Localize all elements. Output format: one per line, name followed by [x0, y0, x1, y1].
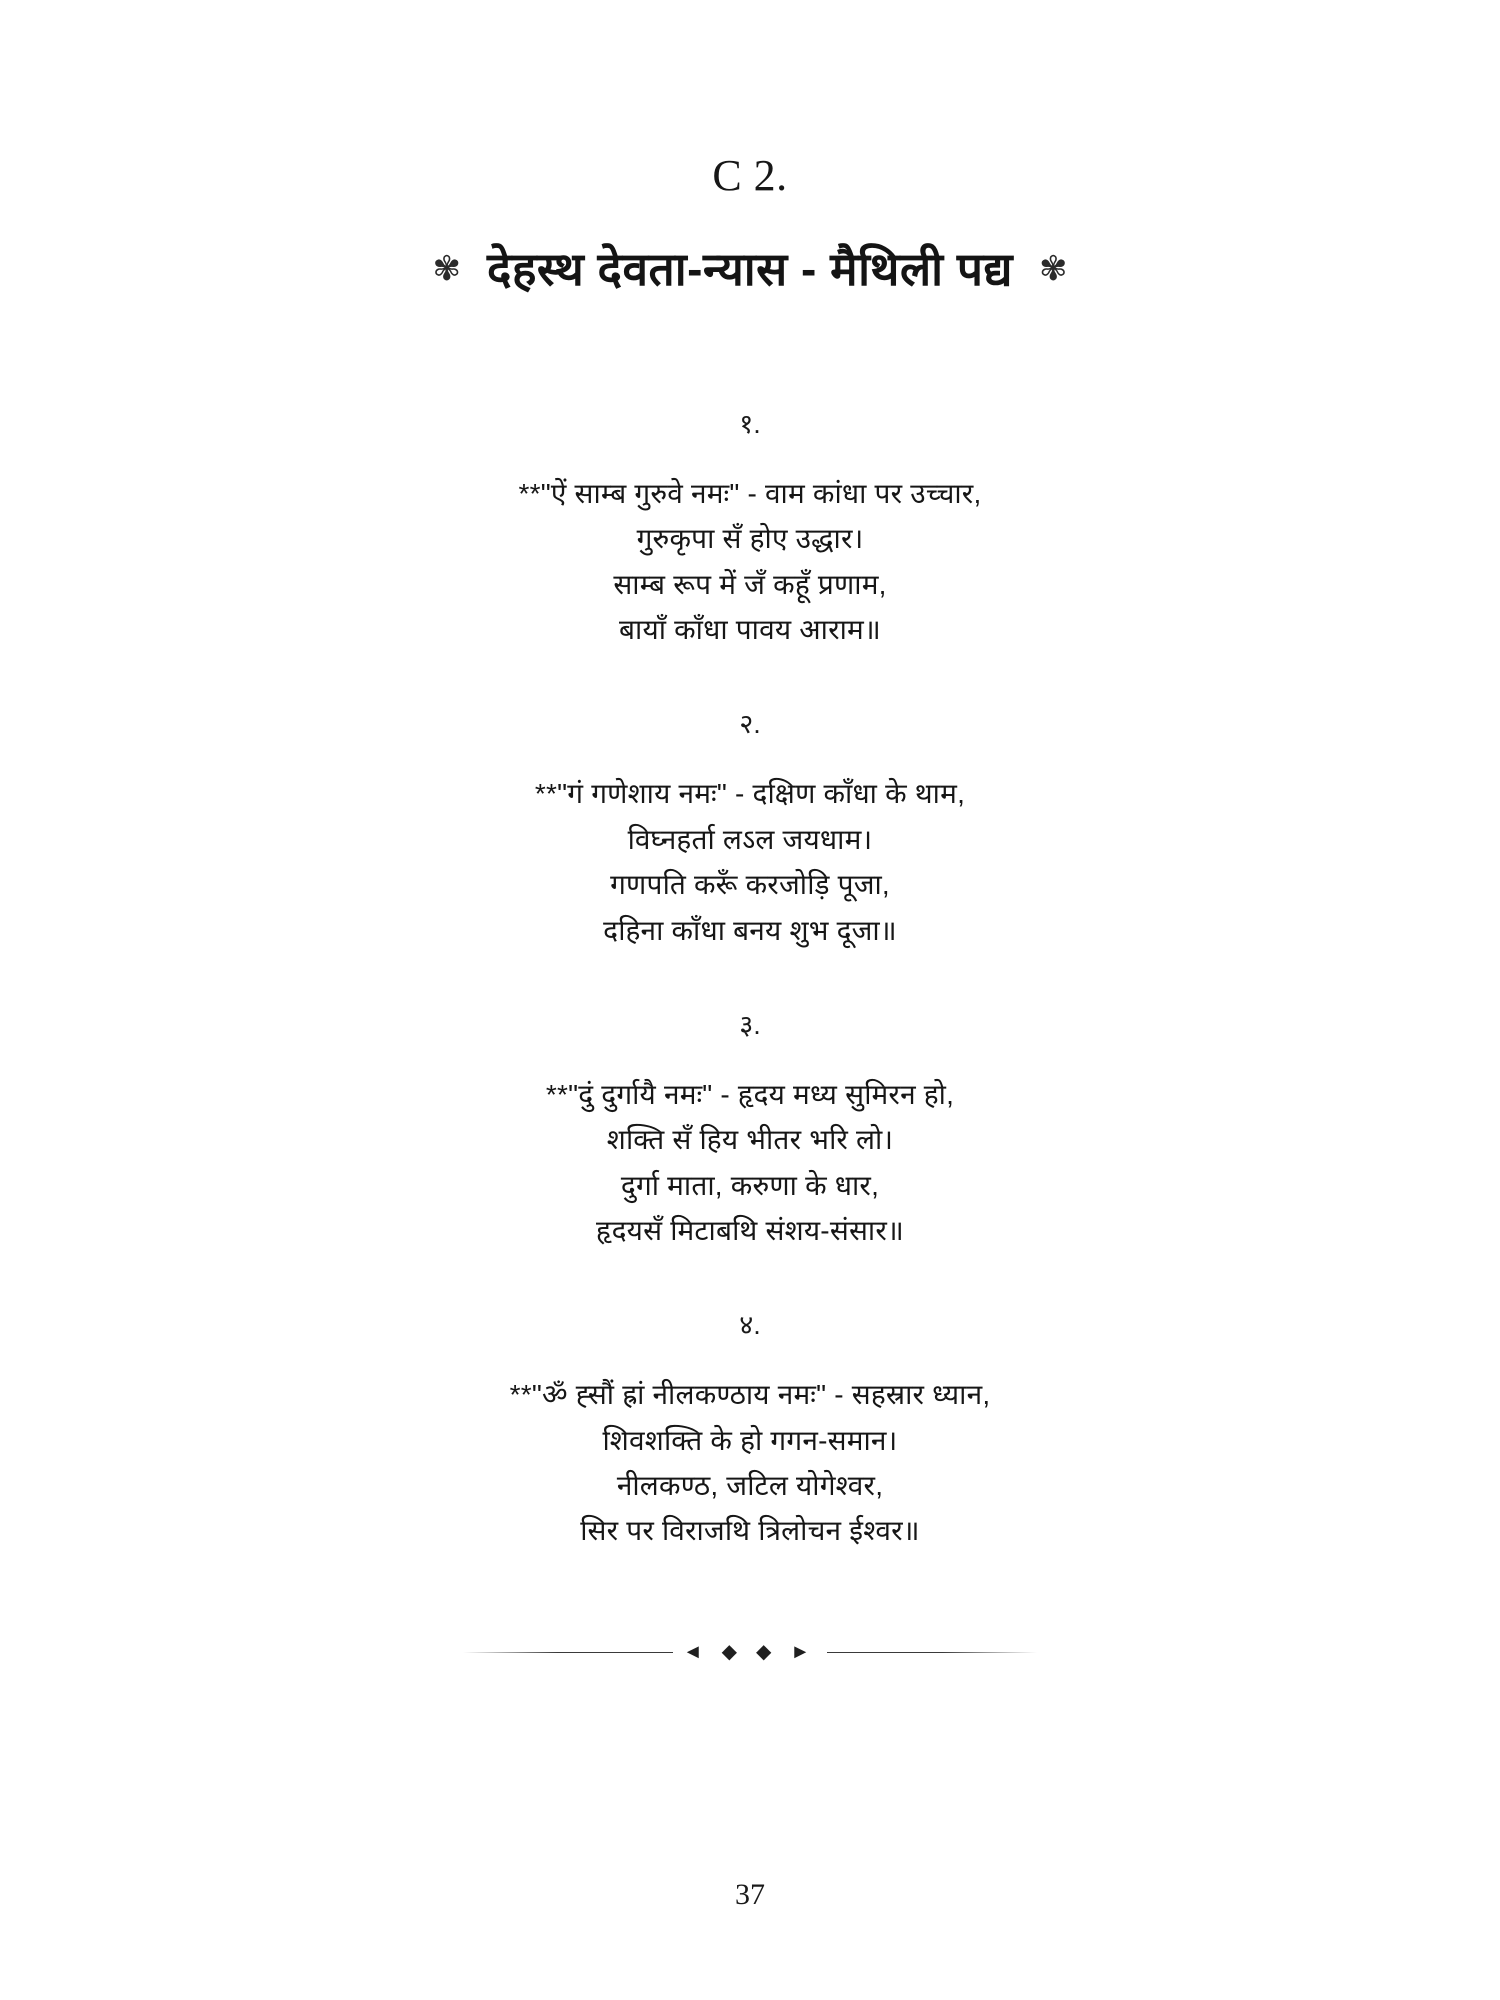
divider-rule-left: [463, 1652, 673, 1653]
verse-line: दुर्गा माता, करुणा के धार,: [620, 1169, 880, 1201]
verse-line: बायाँ काँधा पावय आराम॥: [619, 614, 881, 646]
verse-line: विघ्नहर्ता लऽल जयधाम।: [627, 823, 873, 855]
verse-line: हृदयसँ मिटाबथि संशय-संसार॥: [596, 1214, 904, 1246]
page-number: 37: [735, 1878, 765, 1911]
verse-line: नीलकण्ठ, जटिल योगेश्वर,: [616, 1470, 884, 1502]
page-title-text: देहस्थ देवता-न्यास - मैथिली पद्य: [487, 243, 1013, 295]
verse-block: [0, 1005, 1500, 1253]
verse-line: गणपति करूँ करजोड़ि पूजा,: [610, 869, 890, 901]
section-label: C 2.: [712, 151, 788, 200]
verse-line: दहिना काँधा बनय शुभ दूजा॥: [603, 914, 897, 946]
verse-line: गुरुकृपा सँ होए उद्धार।: [636, 523, 864, 555]
verse-line: शिवशक्ति के हो गगन-समान।: [602, 1424, 898, 1456]
verse-line: **"ऐं साम्ब गुरुवे नमः" - वाम कांधा पर उच्चार,: [518, 478, 982, 509]
verse-number: ३.: [739, 1009, 761, 1040]
verse-line: सिर पर विराजथि त्रिलोचन ईश्वर॥: [580, 1515, 920, 1547]
flower-ornament-icon: ✾: [1038, 251, 1068, 288]
page-title: [433, 237, 1068, 299]
verse-block: [0, 1305, 1500, 1553]
verse-number: २.: [739, 709, 761, 740]
verse-line: **"दुं दुर्गायै नमः" - हृदय मध्य सुमिरन हो,: [545, 1078, 955, 1110]
verse-number: ४.: [739, 1310, 761, 1341]
divider-rule-right: [827, 1652, 1037, 1653]
verse-line: **"ॐ ह्सौं ह्रां नीलकण्ठाय नमः" - सहस्रार ध्यान,: [509, 1379, 991, 1411]
diamond-ornament-icon: ◄ ◆ ◆ ►: [682, 1640, 818, 1663]
verse-number: १.: [739, 409, 761, 439]
verse-block: [0, 404, 1500, 652]
verse-line: शक्ति सँ हिय भीतर भरि लो।: [606, 1124, 894, 1156]
verse-line: साम्ब रूप में जँ कहूँ प्रणाम,: [613, 568, 887, 600]
verse-line: **"गं गणेशाय नमः" - दक्षिण काँधा के थाम,: [534, 778, 966, 810]
flower-ornament-icon: ✾: [432, 251, 462, 288]
section-divider: [0, 1640, 1500, 1665]
verse-block: [0, 704, 1500, 952]
verse-list: [0, 404, 1500, 1606]
